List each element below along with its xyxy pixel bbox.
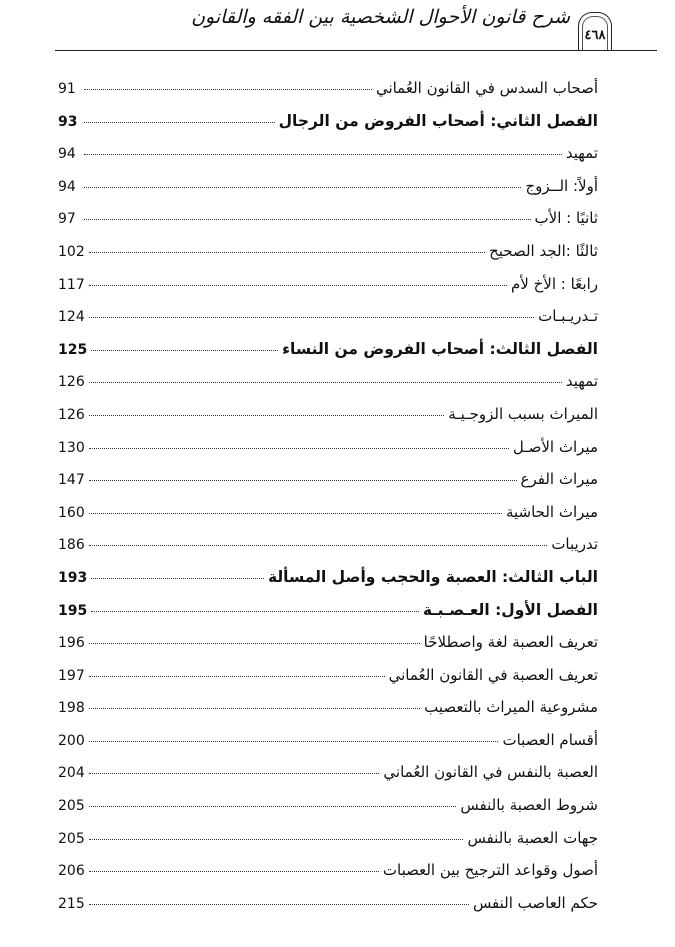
page-number-badge [578, 12, 612, 50]
toc-entry[interactable] [58, 698, 598, 731]
toc-entry[interactable] [58, 307, 598, 340]
toc-entry[interactable] [58, 535, 598, 568]
toc-entry[interactable] [58, 666, 598, 699]
toc-title: رابعًا : الأخ لأم [511, 274, 598, 293]
toc-title: الفصل الأول: العـصـبـة [422, 600, 598, 619]
toc-title: الفصل الثالث: أصحاب الفروض من النساء [282, 339, 598, 358]
toc-entry[interactable] [58, 340, 598, 373]
toc-page-number: 198 [58, 700, 85, 717]
toc-title: حكم العاصب النفس [472, 893, 598, 912]
toc-entry[interactable] [58, 177, 598, 210]
toc-entry[interactable] [58, 144, 598, 177]
toc-dot-leader [89, 741, 499, 742]
toc-page-number: 205 [58, 830, 85, 847]
toc-page-number: 91 [58, 81, 76, 97]
toc-dot-leader [89, 904, 469, 905]
toc-dot-leader [84, 187, 521, 188]
toc-page-number: 200 [58, 732, 85, 749]
toc-entry[interactable] [58, 438, 598, 471]
toc-dot-leader [89, 415, 445, 416]
toc-dot-leader [84, 89, 372, 90]
toc-page-number: 147 [58, 472, 85, 489]
toc-page-number: 160 [58, 504, 85, 521]
toc-entry[interactable] [58, 763, 598, 796]
toc-page-number: 130 [58, 439, 85, 456]
toc-page-number: 93 [58, 113, 78, 130]
toc-dot-leader [89, 545, 548, 546]
toc-entry[interactable] [58, 731, 598, 764]
toc-page-number: 94 [58, 146, 76, 163]
toc-title: أصول وقواعد الترجيح بين العصبات [382, 861, 598, 880]
toc-title: شروط العصبة بالنفس [460, 796, 598, 815]
toc-title: الباب الثالث: العصبة والحجب وأصل المسألة [267, 567, 598, 586]
toc-entry[interactable] [58, 894, 598, 927]
toc-page-number: 186 [58, 537, 85, 554]
toc-page-number: 196 [58, 635, 85, 652]
toc-page-number: 126 [58, 374, 85, 391]
toc-dot-leader [89, 382, 562, 383]
toc-entry[interactable] [58, 275, 598, 308]
toc-entry[interactable] [58, 601, 598, 634]
toc-dot-leader [89, 285, 507, 286]
toc-title: تعريف العصبة في القانون العُماني [388, 665, 598, 684]
book-title: شرح قانون الأحوال الشخصية بين الفقه والقانون [191, 6, 570, 28]
toc-title: ميراث الحاشية [505, 502, 598, 521]
toc-page-number: 117 [58, 276, 85, 293]
toc-title: تمهيد [565, 144, 598, 163]
toc-title: تعريف العصبة لغة واصطلاحًا [423, 633, 598, 652]
toc-entry[interactable] [58, 861, 598, 894]
toc-dot-leader [89, 513, 502, 514]
table-of-contents [58, 79, 598, 926]
toc-entry[interactable] [58, 405, 598, 438]
page-header [0, 0, 675, 60]
toc-entry[interactable] [58, 568, 598, 601]
toc-page-number: 215 [58, 895, 85, 912]
toc-dot-leader [89, 643, 420, 644]
toc-title: الفصل الثاني: أصحاب الفروض من الرجال [278, 111, 598, 130]
toc-page-number: 126 [58, 406, 85, 423]
toc-dot-leader [89, 839, 464, 840]
toc-dot-leader [89, 448, 509, 449]
toc-entry[interactable] [58, 633, 598, 666]
toc-title: أصحاب السدس في القانون العُماني [375, 79, 598, 97]
toc-title: الميراث بسبب الزوجـيـة [448, 404, 598, 423]
toc-dot-leader [89, 773, 380, 774]
toc-title: ميراث الأصـل [512, 437, 598, 456]
toc-page-number: 206 [58, 863, 85, 880]
toc-page-number: 124 [58, 309, 85, 326]
toc-entry[interactable] [58, 112, 598, 145]
toc-entry[interactable] [58, 470, 598, 503]
toc-dot-leader [89, 676, 385, 677]
toc-dot-leader [89, 317, 534, 318]
toc-page-number: 204 [58, 765, 85, 782]
toc-page-number: 125 [58, 341, 88, 358]
page-number: ٤٦٨ [584, 28, 606, 43]
toc-dot-leader [91, 611, 419, 612]
toc-title: تدريبات [551, 535, 598, 554]
toc-entry[interactable] [58, 829, 598, 862]
toc-title: تمهيد [565, 372, 598, 391]
toc-page-number: 197 [58, 667, 85, 684]
toc-title: أقسام العصبات [502, 730, 598, 749]
toc-title: ثالثًا :الجد الصحيح [489, 241, 598, 260]
header-divider [55, 50, 657, 51]
toc-title: ثانيًا : الأب [534, 209, 598, 228]
toc-dot-leader [91, 578, 264, 579]
toc-dot-leader [89, 480, 517, 481]
toc-entry[interactable] [58, 209, 598, 242]
toc-page-number: 102 [58, 243, 85, 260]
toc-page-number: 205 [58, 798, 85, 815]
toc-dot-leader [91, 350, 278, 351]
toc-title: ميراث الفرع [520, 470, 598, 489]
toc-entry[interactable] [58, 503, 598, 536]
toc-entry[interactable] [58, 242, 598, 275]
toc-title: العصبة بالنفس في القانون العُماني [383, 763, 598, 782]
toc-dot-leader [89, 806, 457, 807]
toc-dot-leader [84, 122, 275, 123]
toc-entry[interactable] [58, 796, 598, 829]
toc-dot-leader [89, 708, 420, 709]
toc-title: تـدريـبـات [538, 307, 598, 326]
toc-entry[interactable] [58, 372, 598, 405]
toc-title: أولاً: الــزوج [525, 176, 598, 195]
toc-page-number: 94 [58, 178, 76, 195]
toc-dot-leader [89, 871, 379, 872]
toc-title: جهات العصبة بالنفس [467, 828, 598, 847]
toc-dot-leader [89, 252, 485, 253]
toc-dot-leader [84, 154, 562, 155]
toc-title: مشروعية الميراث بالتعصيب [424, 698, 598, 717]
toc-page-number: 97 [58, 211, 76, 228]
toc-page-number: 193 [58, 569, 88, 586]
toc-dot-leader [84, 219, 531, 220]
toc-entry[interactable] [58, 79, 598, 112]
toc-page-number: 195 [58, 602, 88, 619]
